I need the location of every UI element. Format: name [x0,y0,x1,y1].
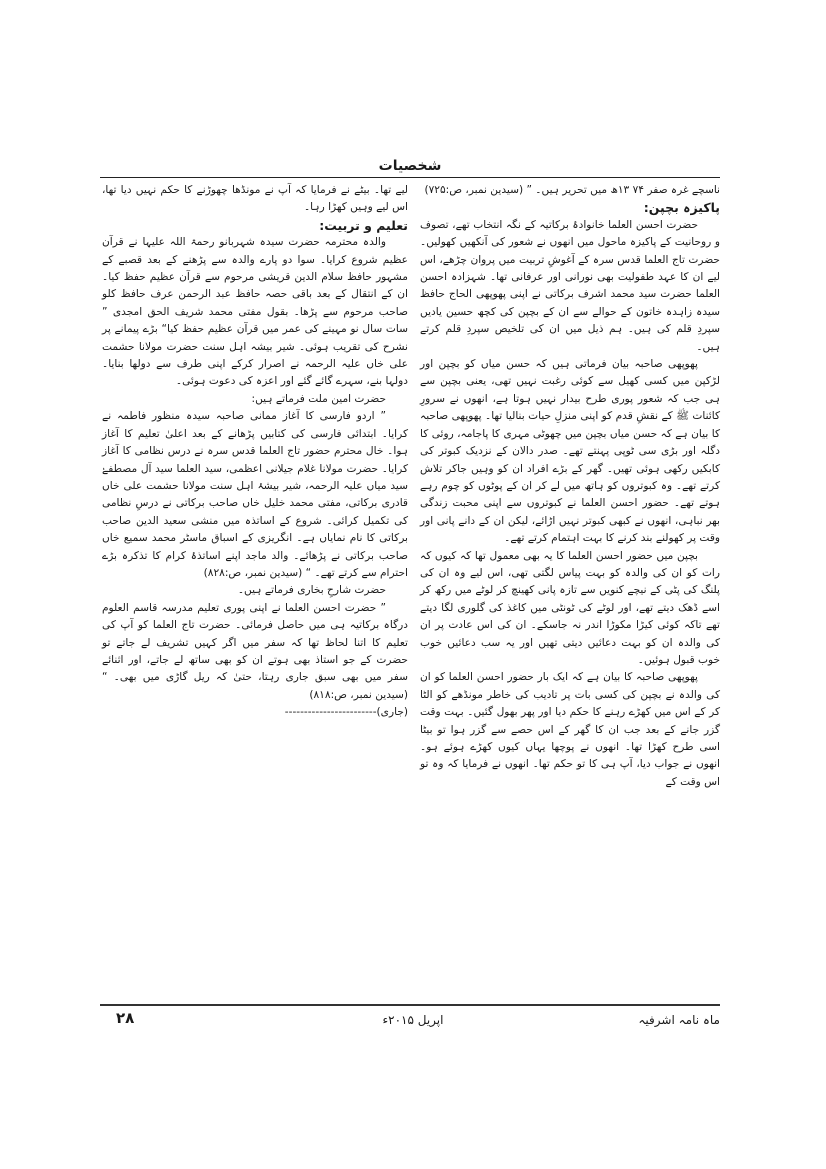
footer-divider [100,1004,720,1006]
paragraph: ناسچے غرہ صفر ۷۴ ۱۳ھ میں تحریر ہیں۔ ” (سیدین نمبر، ص:۷۲۵) [424,184,720,196]
issue-date: اپریل ۲۰۱۵ء [382,1013,444,1027]
right-column [420,182,720,791]
paragraph: پھوپھی صاحبہ کا بیان ہے کہ ایک بار حضور احسن العلما کو ان کی والدہ نے بچپن کی کسی بات پر تادیب کی خاطر مونڈھے کو الٹا کر کے اس میں کھڑے رہنے کا حکم دیا اور پھر بھول گئیں۔ بہت وقت گزر جانے کے بعد جب ان کا گھر کے اس حصے سے گزر ہوا تو بیٹا اسی طرح کھڑا تھا۔ انھوں نے پوچھا یہاں کیوں کھڑے ہوئے ہو۔ انھوں نے جواب دیا، آپ ہی کا تو حکم تھا۔ انھوں نے فرمایا کہ وہ تو اس وقت کے [420,671,720,788]
left-column [102,182,408,722]
paragraph: پھوپھی صاحبہ بیان فرماتی ہیں کہ حسن میاں کو بچپن اور لڑکپن میں کسی کھیل سے کوئی رغبت نہیں تھی، یعنی بچپن سے ہی جب کہ شعور پوری طرح بیدار نہیں ہوتا ہے، انھوں نے سرورِ کائنات ﷺ کے نقشِ قدم کو اپنی منزلِ حیات بنالیا تھا۔ پھوپھی صاحبہ کا بیان ہے کہ حسن میاں بچپن میں چھوٹی مہری کا پاجامہ، روئی کا دگلہ اور بڑی سی ٹوپی پہنتے تھے۔ صدر دالان کے نزدیک کبوتر کی کابکیں رکھی ہوئی تھیں۔ گھر کے بڑے افراد ان کو وہیں جاکر تلاش کرتے تھے۔ وہ کبوتروں کو ہاتھ میں لے کر ان کے پوٹوں کو چوم رہے ہوتے تھے۔ حضور احسن العلما نے کبوتروں سے اپنی محبت زندگی بھر نباہی، انھوں نے کبھی کبوتر نہیں اڑائے، لیکن ان کے دانے پانی اور وقت پر کھولنے بند کرنے کا بہت اہتمام کرتے تھے۔ [420,358,720,545]
quote: ” حضرت احسن العلما نے اپنی پوری تعلیم مدرسہ قاسم العلوم درگاہ برکاتیہ ہی میں حاصل فرمائی۔ حضرت تاج العلما کو آپ کی تعلیم کا اتنا لحاظ تھا کہ سفر میں اگر کہیں تشریف لے جاتے تو حضرت کے جو استاذ بھی ہوتے ان کو بھی ساتھ لے جاتے، اور اثنائے سفر میں بھی سبق جاری رہتا، حتیٰ کہ ریل گاڑی میں بھی۔ “ (سیدین نمبر، ص:۸۱۸) [102,601,408,701]
continued-line [102,704,408,721]
paragraph: والدہ محترمہ حضرت سیدہ شہربانو رحمۃ اللہ علیہا نے قرآن عظیم شروع کرایا۔ سوا دو پارے والدہ سے پڑھنے کے بعد قصبے کے مشہور حافظ سلام الدین قریشی مرحوم سے قرآن عظیم حفظ کیا۔ ان کے انتقال کے بعد باقی حصہ حافظ عبد الرحمن عرف حافظ کلو صاحب مرحوم سے پڑھا۔ بقول مفتی محمد شریف الحق امجدی ” سات سال نو مہینے کی عمر میں قرآن عظیم حفظ کیا“ بڑے پیمانے پر نشرح کی تقریب ہوئی۔ شیر بیشہ اہل سنت حضرت مولانا حشمت علی خاں علیہ الرحمہ نے اصرار کرکے اپنی طرف سے دولھا بنایا۔ دولہا بنے، سہرے گائے گئے اور اعزہ کی دعوت ہوئی۔ [102,236,408,388]
continued-label: (جاری) [376,706,408,719]
magazine-name: ماہ نامہ اشرفیہ [638,1013,720,1027]
paragraph: حضرت احسن العلما خانوادۂ برکاتیہ کے نگہ انتخاب تھے، تصوف و روحانیت کے پاکیزہ ماحول میں انھوں نے شعور کی آنکھیں کھولیں۔ حضرت تاج العلما قدس سرہ کے آغوشِ تربیت میں پروان چڑھے، اس لیے ان کا عہد طفولیت بھی نورانی اور عرفانی تھا۔ شہزادہ احسن العلما حضرت سید محمد اشرف برکاتی نے اپنی پھوپھی الحاج حافظ سیدہ زاہدہ خاتون کے حوالے سے ان کے بچپن کی کچھ حسین یادیں سپردِ قلم کی ہیں۔ ہم ذیل میں ان کی تلخیص سپردِ قلم کرتے ہیں۔ [420,218,720,353]
section-heading-childhood: پاکیزہ بچپن: [643,200,720,216]
dash-separator: ------------------------ [284,706,377,719]
section-heading-education: تعلیم و تربیت: [319,217,408,233]
page-number: ۲۸ [116,1009,135,1027]
header-divider [100,177,720,178]
quote-intro: حضرت امین ملت فرماتے ہیں: [251,392,386,405]
section-title: شخصیات [378,158,442,174]
paragraph: بچپن میں حضور احسن العلما کا یہ بھی معمول تھا کہ کیوں کہ رات کو ان کی والدہ کو بہت پیاس لگتی تھی، اس لیے وہ ان کی پلنگ کی پٹی کے نیچے کنویں سے تازہ پانی کھینچ کر لوٹے میں رکھ کر اسے ڈھک دیتے تھے، اور لوٹے کی ٹونٹی میں کاغذ کی گلوری لگا دیتے تھے تاکہ کوئی کیڑا مکوڑا اندر نہ جاسکے۔ ان کی اس عادت پر ان کی والدہ ان کو بہت دعائیں دیتی تھیں اور یہ سب دعائیں خوب خوب قبول ہوئیں۔ [420,549,720,666]
quote-intro: حضرت شارحِ بخاری فرماتے ہیں۔ [237,584,386,597]
quote: ” اردو فارسی کا آغاز ممانی صاحبہ سیدہ منظور فاطمہ نے کرایا۔ ابتدائی فارسی کی کتابیں پڑھانے کے بعد اعلیٰ تعلیم کا آغاز ہوا۔ خال محترم حضور تاج العلما قدس سرہ نے درس نظامی کا آغاز کرایا۔ حضرت مولانا غلام جیلانی اعظمی، سید العلما سید آل مصطفےٰ سید میاں علیہ الرحمہ، شیر بیشۂ اہل سنت مولانا حشمت علی خاں قادری برکاتی، مفتی محمد خلیل خاں صاحب برکاتی نے درسِ نظامی کی تکمیل کرائی۔ شروع کے اساتذہ میں منشی سعید الدین صاحب برکاتی کا نام نمایاں ہے۔ انگریزی کے اسباق ماسٹر محمد سمیع خاں صاحب برکاتی نے پڑھائے۔ والد ماجد اپنے اساتذۂ کرام کا تذکرہ بڑے احترام سے کرتے تھے۔ “ (سیدین نمبر، ص:۸۲۸) [102,410,408,579]
paragraph: لیے تھا۔ بیٹے نے فرمایا کہ آپ نے مونڈھا چھوڑنے کا حکم نہیں دیا تھا، اس لیے وہیں کھڑا رہا۔ [102,184,408,214]
